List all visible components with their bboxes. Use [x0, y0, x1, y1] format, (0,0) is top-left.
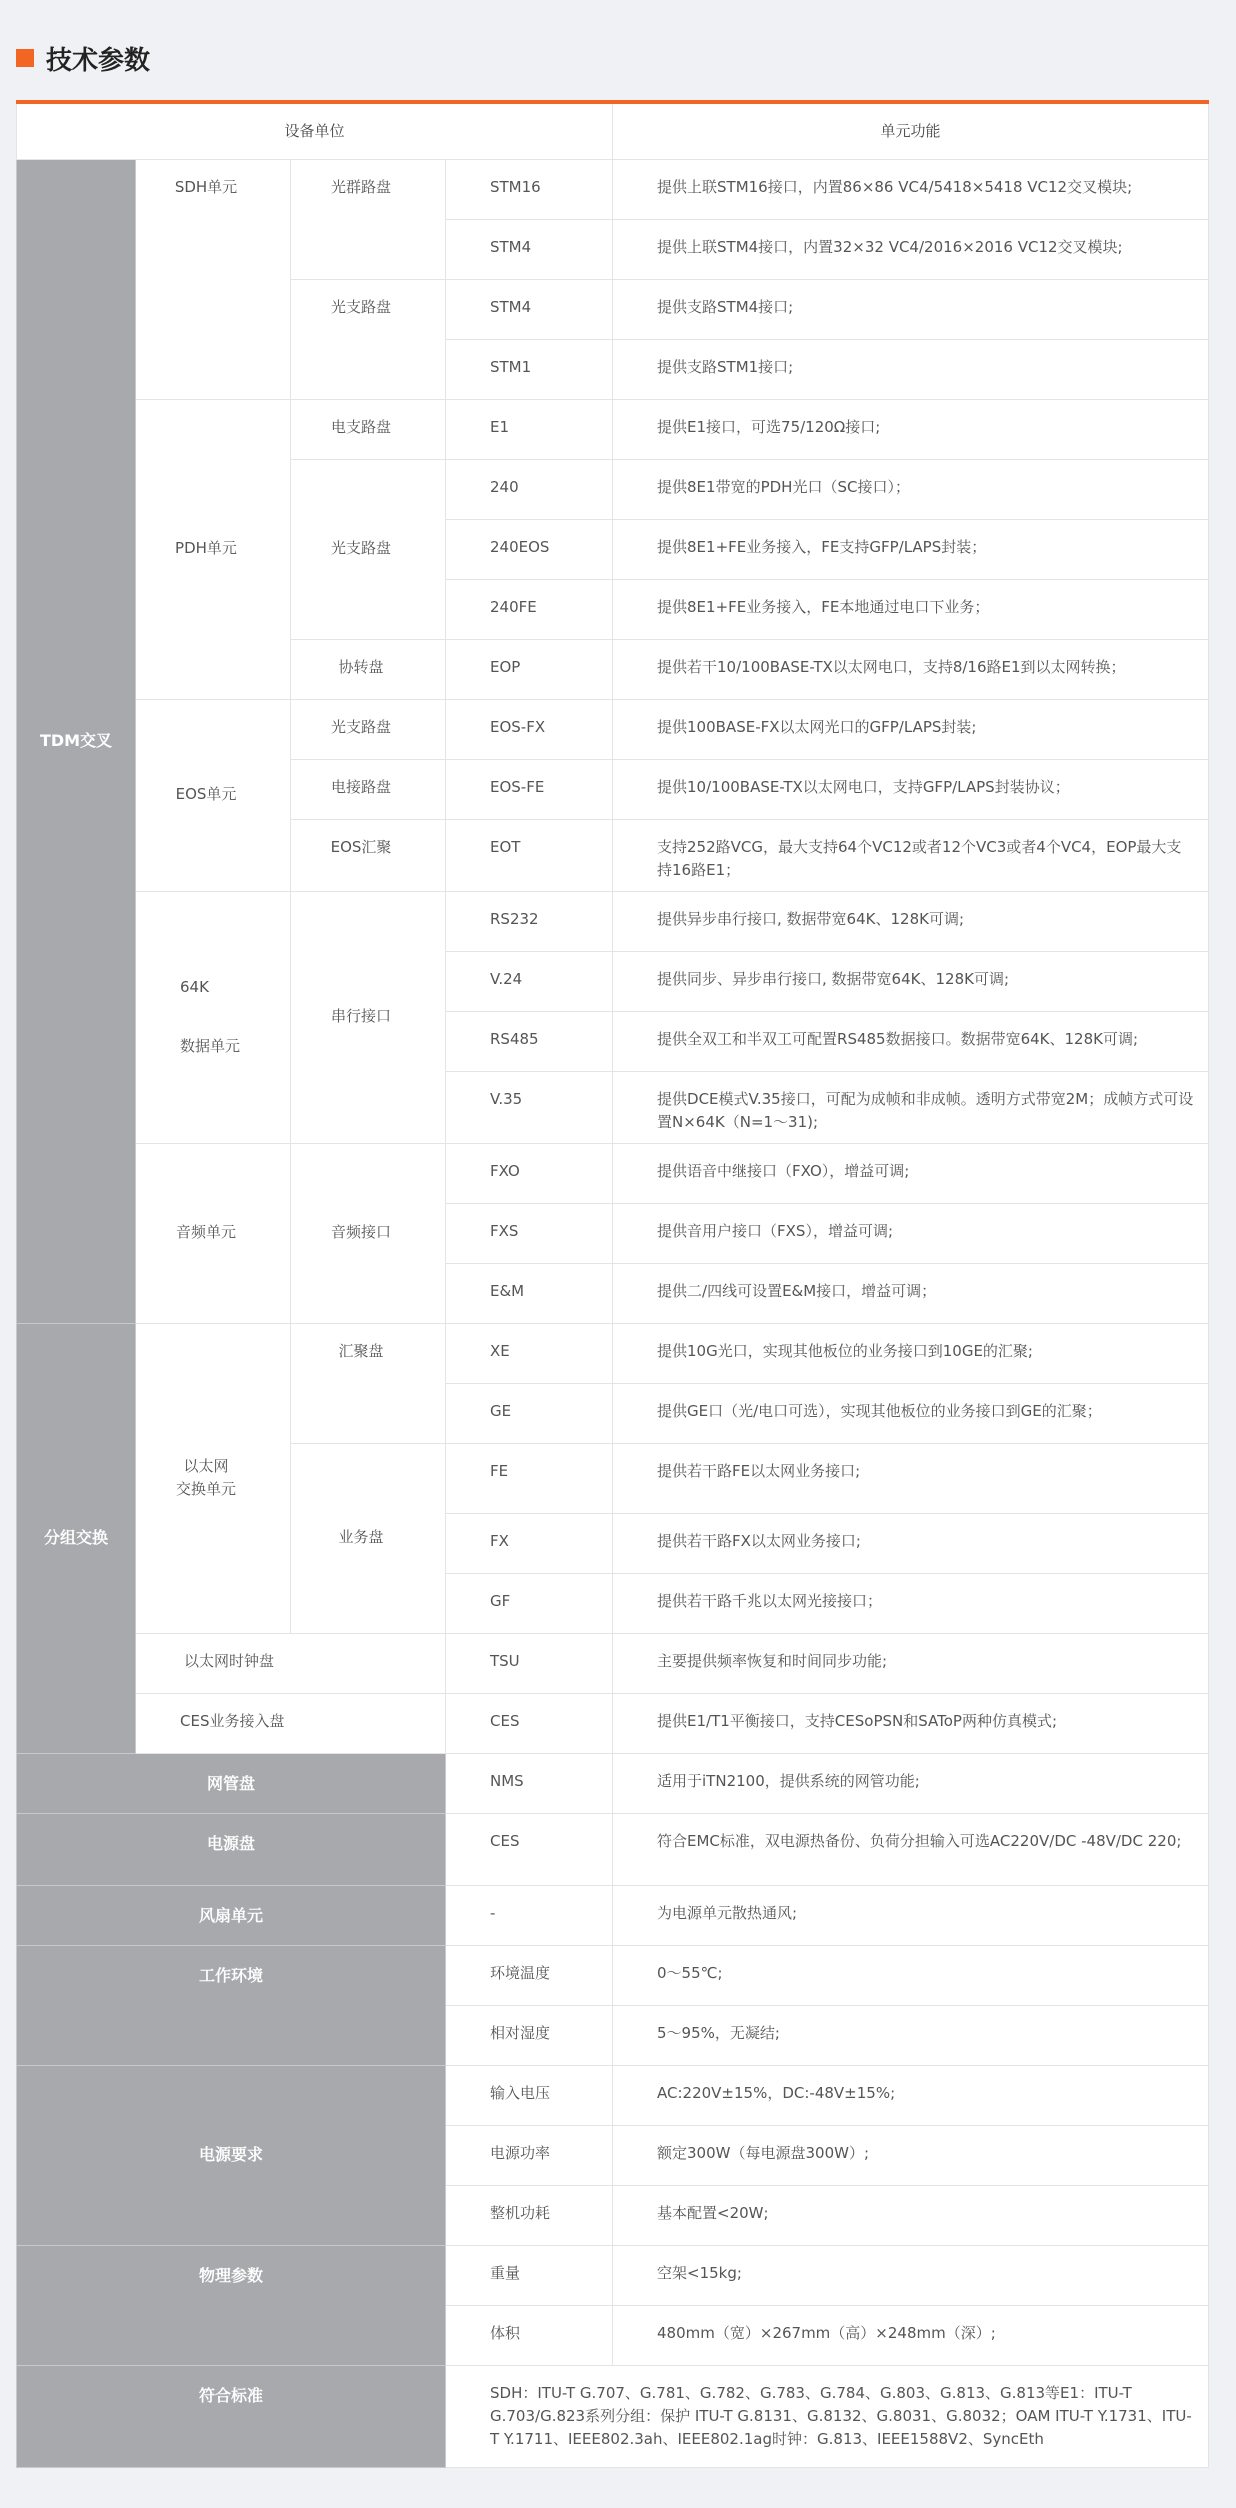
table-row — [17, 2245, 1209, 2305]
code-cell: GF — [446, 1573, 613, 1633]
func-cell: 提供支路STM1接口; — [613, 339, 1209, 399]
code-cell: FXS — [446, 1203, 613, 1263]
table-row — [17, 699, 1209, 759]
table-row — [17, 1693, 1209, 1753]
func-cell: 提供同步、异步串行接口, 数据带宽64K、128K可调; — [613, 951, 1209, 1011]
code-cell: TSU — [446, 1633, 613, 1693]
code-cell: - — [446, 1885, 613, 1945]
board-agg: 汇聚盘 — [291, 1323, 446, 1443]
unit-sdh: SDH单元 — [136, 159, 291, 399]
func-cell: 提供若干10/100BASE-TX以太网电口，支持8/16路E1到以太网转换； — [613, 639, 1209, 699]
func-cell: 提供二/四线可设置E&M接口，增益可调； — [613, 1263, 1209, 1323]
code-cell: EOS-FX — [446, 699, 613, 759]
code-cell: V.35 — [446, 1071, 613, 1143]
func-cell: 提供上联STM4接口，内置32×32 VC4/2016×2016 VC12交叉模块; — [613, 219, 1209, 279]
code-cell: STM16 — [446, 159, 613, 219]
unit-eos: EOS单元 — [136, 699, 291, 891]
func-cell: 提供语音中继接口（FXO），增益可调; — [613, 1143, 1209, 1203]
code-cell: EOP — [446, 639, 613, 699]
code-cell: STM1 — [446, 339, 613, 399]
code-cell: E&M — [446, 1263, 613, 1323]
unit-ethernet-line1: 以太网 — [183, 1456, 229, 1475]
table-row — [17, 1633, 1209, 1693]
func-cell: 提供GE口（光/电口可选），实现其他板位的业务接口到GE的汇聚； — [613, 1383, 1209, 1443]
group-physical: 物理参数 — [17, 2245, 446, 2365]
func-cell: 基本配置<20W; — [613, 2185, 1209, 2245]
func-cell: 提供支路STM4接口; — [613, 279, 1209, 339]
table-header-row — [17, 102, 1209, 159]
group-packet: 分组交换 — [17, 1323, 136, 1753]
table-row — [17, 1885, 1209, 1945]
table-row — [17, 2065, 1209, 2125]
board-eos-agg: EOS汇聚 — [291, 819, 446, 891]
board-opt-branch: 光支路盘 — [291, 279, 446, 399]
code-cell: 240 — [446, 459, 613, 519]
table-row — [17, 1753, 1209, 1813]
table-row — [17, 1323, 1209, 1383]
code-cell: 整机功耗 — [446, 2185, 613, 2245]
func-cell: 提供10/100BASE-TX以太网电口，支持GFP/LAPS封装协议； — [613, 759, 1209, 819]
board-eos-elec: 电接路盘 — [291, 759, 446, 819]
code-cell: STM4 — [446, 219, 613, 279]
group-power-req: 电源要求 — [17, 2065, 446, 2245]
func-cell: 提供100BASE-FX以太网光口的GFP/LAPS封装; — [613, 699, 1209, 759]
standards-text: SDH：ITU-T G.707、G.781、G.782、G.783、G.784、G.803、G.813、G.813等E1：ITU-T G.703/G.823系列分组：保护 ITU-T G.8131、G.8132、G.8031、G.8032；OAM ITU-T Y.1731、ITU-T Y.1711、IEEE802.3ah、IEEE802.1ag时钟：G.813、IEEE1588V2、SyncEth — [446, 2365, 1209, 2467]
board-serial: 串行接口 — [291, 891, 446, 1143]
func-cell: 480mm（宽）×267mm（高）×248mm（深）; — [613, 2305, 1209, 2365]
unit-data64-line2: 数据单元 — [180, 1037, 241, 1055]
unit-data64 — [136, 891, 291, 1143]
table-row — [17, 159, 1209, 219]
func-cell: 空架<15kg; — [613, 2245, 1209, 2305]
code-cell: 体积 — [446, 2305, 613, 2365]
board-audio: 音频接口 — [291, 1143, 446, 1323]
table-row — [17, 1813, 1209, 1885]
section-header — [16, 38, 150, 78]
group-power-board: 电源盘 — [17, 1813, 446, 1885]
code-cell: RS485 — [446, 1011, 613, 1071]
func-cell: 提供8E1+FE业务接入，FE支持GFP/LAPS封装； — [613, 519, 1209, 579]
func-cell: 为电源单元散热通风; — [613, 1885, 1209, 1945]
section-title: 技术参数 — [46, 45, 151, 76]
group-nms: 网管盘 — [17, 1753, 446, 1813]
code-cell: STM4 — [446, 279, 613, 339]
group-env: 工作环境 — [17, 1945, 446, 2065]
group-standards: 符合标准 — [17, 2365, 446, 2467]
func-cell: 0～55℃; — [613, 1945, 1209, 2005]
code-cell: V.24 — [446, 951, 613, 1011]
code-cell: FE — [446, 1443, 613, 1513]
table-row — [17, 1143, 1209, 1203]
code-cell: XE — [446, 1323, 613, 1383]
func-cell: 提供E1接口，可选75/120Ω接口; — [613, 399, 1209, 459]
board-opt-branch: 光支路盘 — [291, 459, 446, 639]
unit-audio: 音频单元 — [136, 1143, 291, 1323]
func-cell: 提供E1/T1平衡接口，支持CESoPSN和SAToP两种仿真模式; — [613, 1693, 1209, 1753]
code-cell: 输入电压 — [446, 2065, 613, 2125]
func-cell: 提供DCE模式V.35接口，可配为成帧和非成帧。透明方式带宽2M；成帧方式可设置N×64K（N=1～31); — [613, 1071, 1209, 1143]
code-cell: EOS-FE — [446, 759, 613, 819]
func-cell: 提供8E1带宽的PDH光口（SC接口）； — [613, 459, 1209, 519]
spec-table — [16, 100, 1209, 2468]
table-row — [17, 2365, 1209, 2467]
code-cell: CES — [446, 1813, 613, 1885]
header-unit: 设备单位 — [17, 102, 613, 159]
code-cell: FX — [446, 1513, 613, 1573]
group-fan: 风扇单元 — [17, 1885, 446, 1945]
table-row — [17, 891, 1209, 951]
board-opt-group: 光群路盘 — [291, 159, 446, 279]
func-cell: 提供异步串行接口, 数据带宽64K、128K可调; — [613, 891, 1209, 951]
board-service: 业务盘 — [291, 1443, 446, 1633]
func-cell: 提供上联STM16接口，内置86×86 VC4/5418×5418 VC12交叉模块; — [613, 159, 1209, 219]
header-function: 单元功能 — [613, 102, 1209, 159]
unit-pdh: PDH单元 — [136, 399, 291, 699]
board-eos-opt: 光支路盘 — [291, 699, 446, 759]
func-cell: AC:220V±15%，DC:-48V±15%; — [613, 2065, 1209, 2125]
func-cell: 适用于iTN2100，提供系统的网管功能; — [613, 1753, 1209, 1813]
func-cell: 提供全双工和半双工可配置RS485数据接口。数据带宽64K、128K可调; — [613, 1011, 1209, 1071]
func-cell: 5～95%，无凝结; — [613, 2005, 1209, 2065]
code-cell: E1 — [446, 399, 613, 459]
table-row — [17, 1945, 1209, 2005]
func-cell: 提供若干路FE以太网业务接口; — [613, 1443, 1209, 1513]
code-cell: CES — [446, 1693, 613, 1753]
table-row — [17, 399, 1209, 459]
code-cell: 相对湿度 — [446, 2005, 613, 2065]
code-cell: NMS — [446, 1753, 613, 1813]
code-cell: FXO — [446, 1143, 613, 1203]
unit-ethernet — [136, 1323, 291, 1633]
unit-data64-line1: 64K — [180, 977, 209, 996]
unit-ethernet-line2: 交换单元 — [175, 1480, 236, 1498]
code-cell: 环境温度 — [446, 1945, 613, 2005]
func-cell: 提供若干路FX以太网业务接口; — [613, 1513, 1209, 1573]
func-cell: 支持252路VCG，最大支持64个VC12或者12个VC3或者4个VC4，EOP最大支持16路E1； — [613, 819, 1209, 891]
func-cell: 提供若干路千兆以太网光接接口； — [613, 1573, 1209, 1633]
func-cell: 主要提供频率恢复和时间同步功能; — [613, 1633, 1209, 1693]
func-cell: 额定300W（每电源盘300W）; — [613, 2125, 1209, 2185]
board-protocol: 协转盘 — [291, 639, 446, 699]
code-cell: GE — [446, 1383, 613, 1443]
code-cell: 240EOS — [446, 519, 613, 579]
code-cell: RS232 — [446, 891, 613, 951]
unit-ces-access: CES业务接入盘 — [136, 1693, 446, 1753]
func-cell: 符合EMC标准，双电源热备份、负荷分担输入可选AC220V/DC -48V/DC 220; — [613, 1813, 1209, 1885]
group-tdm: TDM交叉 — [17, 159, 136, 1323]
code-cell: 240FE — [446, 579, 613, 639]
code-cell: 电源功率 — [446, 2125, 613, 2185]
section-marker — [16, 49, 34, 67]
unit-eth-clock: 以太网时钟盘 — [136, 1633, 446, 1693]
code-cell: EOT — [446, 819, 613, 891]
code-cell: 重量 — [446, 2245, 613, 2305]
func-cell: 提供10G光口，实现其他板位的业务接口到10GE的汇聚; — [613, 1323, 1209, 1383]
func-cell: 提供音用户接口（FXS），增益可调; — [613, 1203, 1209, 1263]
board-elec-branch: 电支路盘 — [291, 399, 446, 459]
func-cell: 提供8E1+FE业务接入，FE本地通过电口下业务； — [613, 579, 1209, 639]
